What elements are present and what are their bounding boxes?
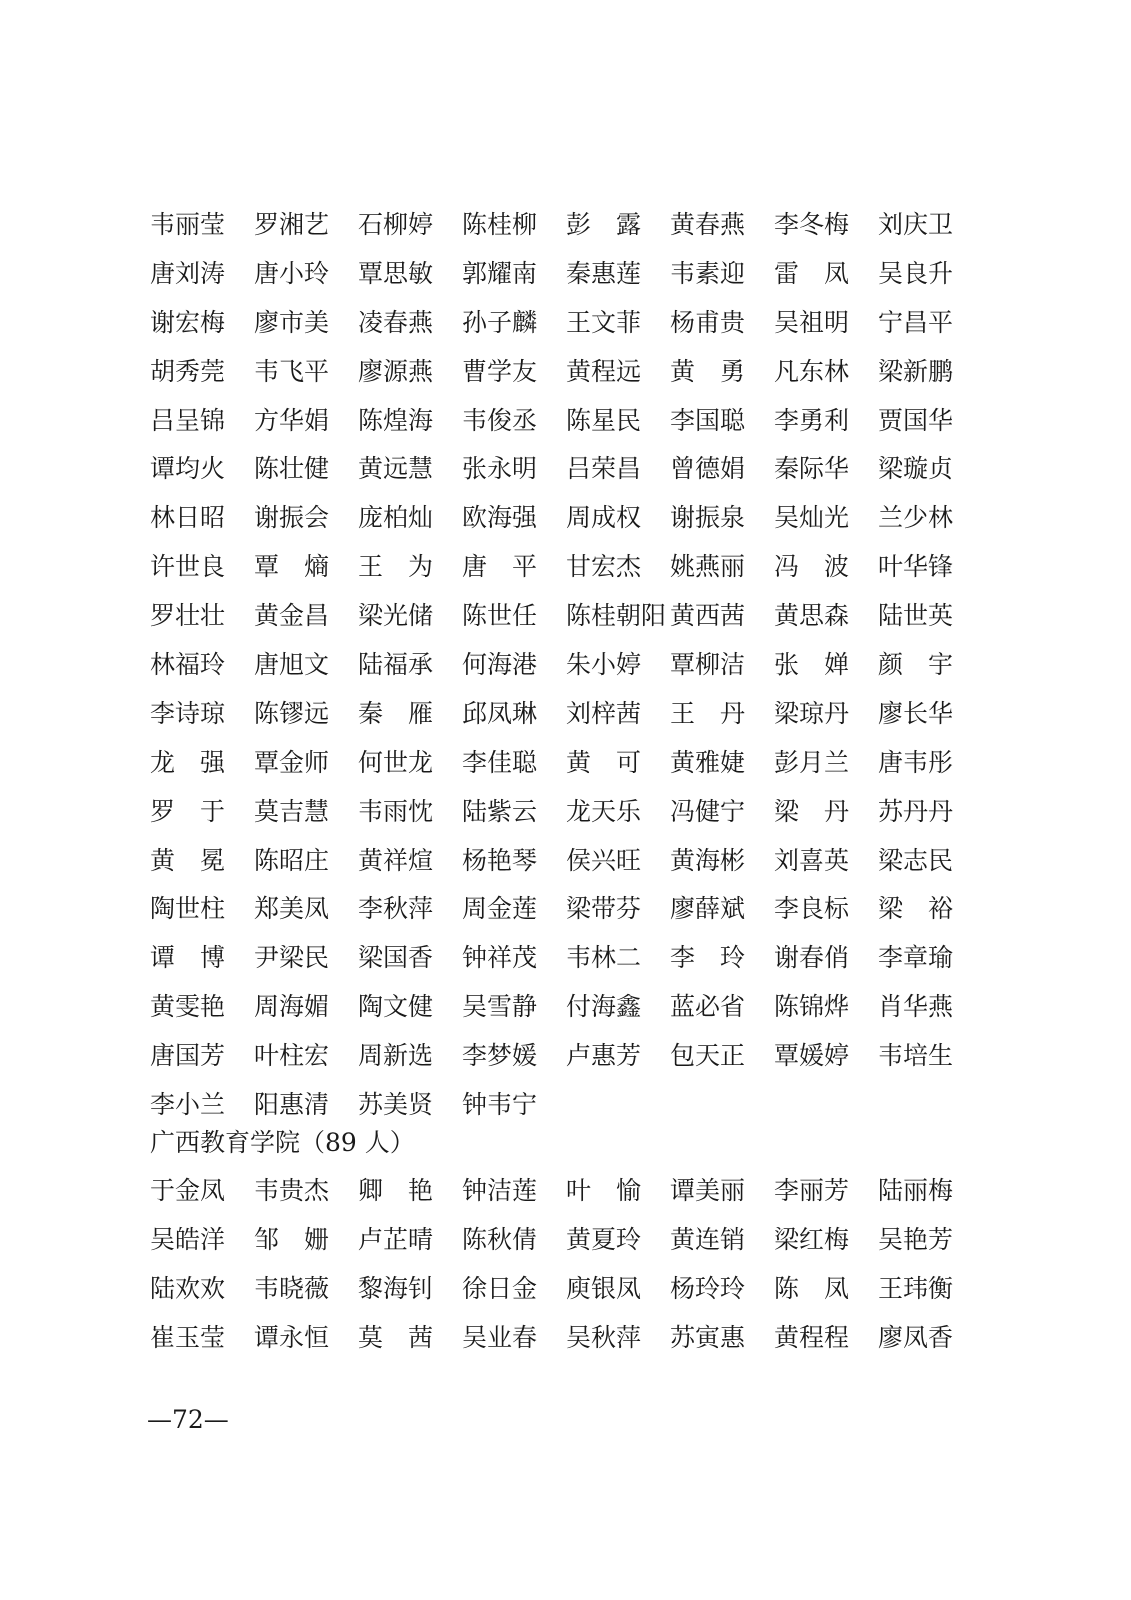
- name-cell: 黄祥煊: [358, 845, 434, 875]
- name-cell: 梁带芬: [566, 894, 642, 924]
- name-cell: 肖华燕: [878, 992, 954, 1022]
- name-cell: 陈桂朝阳: [566, 601, 667, 631]
- name-cell: 梁国香: [358, 943, 434, 973]
- name-cell: 唐国芳: [150, 1041, 226, 1071]
- name-cell: 黄思森: [774, 601, 850, 631]
- name-cell: 彭 露: [566, 210, 642, 239]
- name-cell: 韦俊丞: [462, 405, 538, 435]
- name-cell: 欧海强: [462, 503, 538, 533]
- name-cell: 谭永恒: [254, 1322, 330, 1352]
- name-cell: 宁昌平: [878, 307, 954, 337]
- name-cell: 唐小玲: [254, 258, 330, 288]
- name-cell: 庞柏灿: [358, 503, 434, 533]
- name-cell: 秦 雁: [358, 698, 434, 728]
- name-cell: 庾银凤: [566, 1273, 642, 1303]
- name-cell: 尹梁民: [254, 943, 330, 973]
- name-cell: 覃媛婷: [774, 1041, 850, 1071]
- name-cell: 陶文健: [358, 992, 434, 1022]
- name-cell: 唐 平: [462, 552, 538, 582]
- name-cell: 雷 凤: [774, 258, 850, 288]
- name-cell: 卢惠芳: [566, 1041, 642, 1071]
- name-cell: 黄远慧: [358, 454, 434, 484]
- name-cell: 李良标: [774, 894, 850, 924]
- name-cell: 陆世英: [878, 601, 954, 631]
- name-cell: 钟韦宁: [462, 1090, 538, 1120]
- name-cell: 甘宏杰: [566, 552, 642, 582]
- name-cell: 莫吉慧: [254, 796, 330, 826]
- name-cell: 覃 熵: [254, 552, 330, 582]
- name-cell: 郭耀南: [462, 258, 538, 288]
- name-cell: 罗湘艺: [254, 210, 330, 239]
- name-cell: 黄程远: [566, 356, 642, 386]
- name-cell: 谭均火: [150, 454, 226, 484]
- name-cell: 李 玲: [670, 943, 746, 973]
- name-cell: 吴业春: [462, 1322, 538, 1352]
- name-cell: 何世龙: [358, 747, 434, 777]
- name-cell: 罗壮壮: [150, 601, 226, 631]
- name-cell: 石柳婷: [358, 210, 434, 239]
- name-cell: 唐旭文: [254, 650, 330, 680]
- name-cell: 周成权: [566, 503, 642, 533]
- name-cell: 黄西茜: [670, 601, 746, 631]
- name-cell: 吴祖明: [774, 307, 850, 337]
- name-cell: 杨玲玲: [670, 1273, 746, 1303]
- name-cell: 叶华锋: [878, 552, 954, 582]
- page-number: —72—: [147, 1405, 229, 1434]
- name-cell: 姚燕丽: [670, 552, 746, 582]
- section-heading: 广西教育学院（89 人）: [150, 1128, 415, 1157]
- name-cell: 蓝必省: [670, 992, 746, 1022]
- name-cell: 陈镠远: [254, 698, 330, 728]
- name-cell: 叶 愉: [566, 1176, 642, 1205]
- name-cell: 陈昭庄: [254, 845, 330, 875]
- name-cell: 许世良: [150, 552, 226, 582]
- name-cell: 刘梓茜: [566, 698, 642, 728]
- name-cell: 曾德娟: [670, 454, 746, 484]
- name-cell: 谢振会: [254, 503, 330, 533]
- name-cell: 邹 姗: [254, 1224, 330, 1254]
- name-cell: 方华娟: [254, 405, 330, 435]
- name-cell: 梁 裕: [878, 894, 954, 924]
- name-cell: 廖长华: [878, 698, 954, 728]
- name-cell: 李诗琼: [150, 698, 226, 728]
- name-cell: 吴艳芳: [878, 1224, 954, 1254]
- name-cell: 叶柱宏: [254, 1041, 330, 1071]
- name-cell: 彭月兰: [774, 747, 850, 777]
- name-cell: 徐日金: [462, 1273, 538, 1303]
- name-cell: 李丽芳: [774, 1176, 850, 1205]
- name-cell: 钟祥茂: [462, 943, 538, 973]
- name-cell: 唐刘涛: [150, 258, 226, 288]
- name-cell: 梁新鹏: [878, 356, 954, 386]
- name-cell: 韦林二: [566, 943, 642, 973]
- name-cell: 莫 茜: [358, 1322, 434, 1352]
- name-cell: 谢春俏: [774, 943, 850, 973]
- name-cell: 杨甫贵: [670, 307, 746, 337]
- name-cell: 黄程程: [774, 1322, 850, 1352]
- name-cell: 张 婵: [774, 650, 850, 680]
- name-cell: 黄雯艳: [150, 992, 226, 1022]
- name-cell: 林福玲: [150, 650, 226, 680]
- name-cell: 颜 宇: [878, 650, 954, 680]
- name-cell: 李冬梅: [774, 210, 850, 239]
- name-cell: 龙天乐: [566, 796, 642, 826]
- name-cell: 陆欢欢: [150, 1273, 226, 1303]
- name-cell: 梁琼丹: [774, 698, 850, 728]
- name-cell: 张永明: [462, 454, 538, 484]
- name-cell: 韦雨忱: [358, 796, 434, 826]
- name-cell: 李梦媛: [462, 1041, 538, 1071]
- name-cell: 秦惠莲: [566, 258, 642, 288]
- name-cell: 于金凤: [150, 1176, 226, 1205]
- name-cell: 阳惠清: [254, 1090, 330, 1120]
- name-cell: 王 为: [358, 552, 434, 582]
- name-cell: 周金莲: [462, 894, 538, 924]
- name-cell: 曹学友: [462, 356, 538, 386]
- name-cell: 廖源燕: [358, 356, 434, 386]
- name-cell: 谢振泉: [670, 503, 746, 533]
- name-cell: 吴皓洋: [150, 1224, 226, 1254]
- name-cell: 廖凤香: [878, 1322, 954, 1352]
- name-cell: 周海媚: [254, 992, 330, 1022]
- name-cell: 梁璇贞: [878, 454, 954, 484]
- name-cell: 陈秋倩: [462, 1224, 538, 1254]
- name-cell: 谭美丽: [670, 1176, 746, 1205]
- name-cell: 谭 博: [150, 943, 226, 973]
- name-cell: 陈 凤: [774, 1273, 850, 1303]
- name-cell: 付海鑫: [566, 992, 642, 1022]
- name-cell: 冯健宁: [670, 796, 746, 826]
- name-cell: 陆丽梅: [878, 1176, 954, 1205]
- name-cell: 兰少林: [878, 503, 954, 533]
- name-cell: 吴雪静: [462, 992, 538, 1022]
- name-cell: 黄金昌: [254, 601, 330, 631]
- name-cell: 何海港: [462, 650, 538, 680]
- name-cell: 陆福承: [358, 650, 434, 680]
- name-cell: 冯 波: [774, 552, 850, 582]
- name-cell: 梁光储: [358, 601, 434, 631]
- name-cell: 韦培生: [878, 1041, 954, 1071]
- name-cell: 陈煌海: [358, 405, 434, 435]
- name-cell: 吕荣昌: [566, 454, 642, 484]
- name-cell: 廖市美: [254, 307, 330, 337]
- name-cell: 周新选: [358, 1041, 434, 1071]
- name-cell: 韦晓薇: [254, 1273, 330, 1303]
- name-cell: 唐韦彤: [878, 747, 954, 777]
- name-cell: 包天正: [670, 1041, 746, 1071]
- name-cell: 龙 强: [150, 747, 226, 777]
- name-cell: 林日昭: [150, 503, 226, 533]
- name-cell: 刘喜英: [774, 845, 850, 875]
- name-cell: 朱小婷: [566, 650, 642, 680]
- name-cell: 吴良升: [878, 258, 954, 288]
- name-list-guangxi-education-college: [150, 1167, 982, 1363]
- name-cell: 胡秀莞: [150, 356, 226, 386]
- name-cell: 覃柳洁: [670, 650, 746, 680]
- name-cell: 王 丹: [670, 698, 746, 728]
- name-cell: 李国聪: [670, 405, 746, 435]
- name-cell: 苏寅惠: [670, 1322, 746, 1352]
- name-cell: 覃金师: [254, 747, 330, 777]
- name-cell: 黄春燕: [670, 210, 746, 239]
- name-cell: 陈星民: [566, 405, 642, 435]
- name-cell: 苏丹丹: [878, 796, 954, 826]
- name-cell: 韦素迎: [670, 258, 746, 288]
- name-cell: 王文菲: [566, 307, 642, 337]
- name-cell: 孙子麟: [462, 307, 538, 337]
- name-cell: 覃思敏: [358, 258, 434, 288]
- name-cell: 凌春燕: [358, 307, 434, 337]
- name-cell: 吴灿光: [774, 503, 850, 533]
- name-cell: 梁 丹: [774, 796, 850, 826]
- name-cell: 吴秋萍: [566, 1322, 642, 1352]
- name-list-continued: [150, 201, 982, 1130]
- name-cell: 黄夏玲: [566, 1224, 642, 1254]
- name-cell: 李章瑜: [878, 943, 954, 973]
- name-cell: 苏美贤: [358, 1090, 434, 1120]
- name-cell: 韦飞平: [254, 356, 330, 386]
- name-cell: 梁志民: [878, 845, 954, 875]
- name-cell: 陶世柱: [150, 894, 226, 924]
- name-cell: 郑美凤: [254, 894, 330, 924]
- name-cell: 卢芷晴: [358, 1224, 434, 1254]
- name-cell: 王玮衡: [878, 1273, 954, 1303]
- name-cell: 秦际华: [774, 454, 850, 484]
- name-cell: 黎海钊: [358, 1273, 434, 1303]
- name-cell: 吕呈锦: [150, 405, 226, 435]
- name-cell: 黄 勇: [670, 356, 746, 386]
- name-cell: 陈世任: [462, 601, 538, 631]
- name-cell: 卿 艳: [358, 1176, 434, 1205]
- name-cell: 黄雅婕: [670, 747, 746, 777]
- name-cell: 黄连销: [670, 1224, 746, 1254]
- name-cell: 贾国华: [878, 405, 954, 435]
- name-cell: 韦贵杰: [254, 1176, 330, 1205]
- name-cell: 凡东林: [774, 356, 850, 386]
- name-cell: 李勇利: [774, 405, 850, 435]
- name-cell: 罗 于: [150, 796, 226, 826]
- name-cell: 黄 冕: [150, 845, 226, 875]
- name-cell: 钟洁莲: [462, 1176, 538, 1205]
- name-cell: 杨艳琴: [462, 845, 538, 875]
- name-cell: 陈桂柳: [462, 210, 538, 239]
- name-cell: 梁红梅: [774, 1224, 850, 1254]
- name-cell: 陈壮健: [254, 454, 330, 484]
- name-cell: 刘庆卫: [878, 210, 954, 239]
- name-cell: 李小兰: [150, 1090, 226, 1120]
- name-cell: 黄 可: [566, 747, 642, 777]
- name-cell: 李秋萍: [358, 894, 434, 924]
- name-cell: 侯兴旺: [566, 845, 642, 875]
- name-cell: 陈锦烨: [774, 992, 850, 1022]
- name-cell: 陆紫云: [462, 796, 538, 826]
- name-cell: 黄海彬: [670, 845, 746, 875]
- name-cell: 谢宏梅: [150, 307, 226, 337]
- name-cell: 邱凤琳: [462, 698, 538, 728]
- name-cell: 崔玉莹: [150, 1322, 226, 1352]
- name-cell: 李佳聪: [462, 747, 538, 777]
- name-cell: 韦丽莹: [150, 210, 226, 239]
- name-cell: 廖薛斌: [670, 894, 746, 924]
